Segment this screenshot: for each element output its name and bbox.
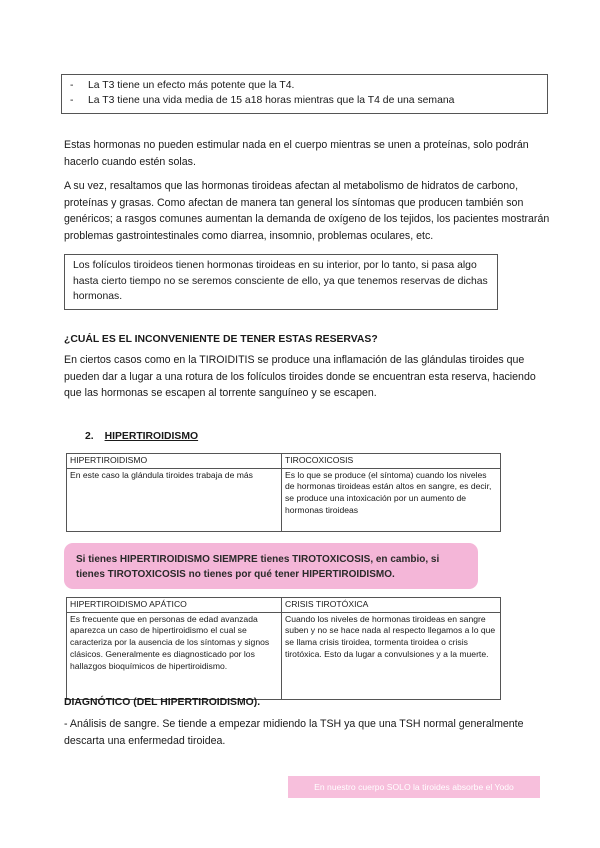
table-row	[67, 468, 501, 531]
bullet-marker: -	[70, 80, 74, 91]
table-cell: Cuando los niveles de hormonas tiroideas en sangre suben y no se hace nada al respecto llegamos a lo que se llama crisis tiroidea, tormenta tiroidea o crisis tirotóxica. Esto da lugar a convulsiones y a la muerte.	[282, 612, 501, 699]
table-header-row	[67, 598, 501, 613]
table-header-cell: HIPERTIROIDISMO APÁTICO	[67, 598, 282, 613]
table-header-cell: HIPERTIROIDISMO	[67, 454, 282, 469]
paragraph-blood-test: - Análisis de sangre. Se tiende a empezar midiendo la TSH ya que una TSH normal generalmente descarta una enfermedad tiroidea.	[64, 718, 524, 747]
section-title: HIPERTIROIDISMO	[104, 431, 199, 442]
table-header-cell: CRISIS TIROTÓXICA	[282, 598, 501, 613]
bullet-text: La T3 tiene una vida media de 15 a18 horas mientras que la T4 de una semana	[88, 95, 455, 106]
paragraph-thyroiditis: En ciertos casos como en la TIROIDITIS se produce una inflamación de las glándulas tiroides que pueden dar a lugar a una rotura de los folículos tiroides donde se encuentran esta reserva, haciendo que las hormonas se escapen al torrente sanguíneo y se escapen.	[64, 354, 536, 399]
table-header-row	[67, 454, 501, 469]
table-row	[67, 612, 501, 699]
table-cell: Es lo que se produce (el síntoma) cuando los niveles de hormonas tiroideas están altos en sangre, es decir, se produce una intoxicación por un aumento de hormonas tiroideas	[282, 468, 501, 531]
diagnostic-heading: DIAGNÓTICO (DEL HIPERTIROIDISMO).	[64, 697, 261, 708]
highlight-note: Si tienes HIPERTIROIDISMO SIEMPRE tienes TIROTOXICOSIS, en cambio, si tienes TIROTOXICOSIS no tienes por qué tener HIPERTIROIDISMO.	[64, 543, 478, 589]
reserve-note-text: Los folículos tiroideos tienen hormonas tiroideas en su interior, por lo tanto, si pasa algo hasta cierto tiempo no se seremos consciente de ello, ya que tenemos reservas de dichas hormonas.	[73, 260, 488, 303]
table-cell: En este caso la glándula tiroides trabaja de más	[67, 468, 282, 531]
bullet-marker: -	[70, 95, 74, 106]
question-heading: ¿CUÁL ES EL INCONVENIENTE DE TENER ESTAS RESERVAS?	[64, 334, 378, 345]
bullet-box	[61, 74, 548, 114]
table-header-cell: TIROCOXICOSIS	[282, 454, 501, 469]
reserve-note-box	[64, 254, 498, 310]
hyperthyroidism-table	[66, 453, 501, 532]
bullet-text: La T3 tiene un efecto más potente que la T4.	[88, 80, 295, 91]
paragraph-metabolism: A su vez, resaltamos que las hormonas tiroideas afectan al metabolismo de hidratos de carbono, proteínas y grasas. Como afectan de manera tan general los síntomas que producen también son genéricos; a rasgos comunes aumentan la demanda de oxígeno de los tejidos, los pacientes mostrarán problemas gastrointestinales como diarrea, insomnio, problemas oculares, etc.	[64, 180, 550, 242]
paragraph-hormones-bound: Estas hormonas no pueden estimular nada en el cuerpo mientras se unen a proteínas, solo podrán hacerlo cuando estén solas.	[64, 139, 529, 168]
footer-highlight-note: En nuestro cuerpo SOLO la tiroides absorbe el Yodo	[288, 776, 540, 798]
table-cell: Es frecuente que en personas de edad avanzada aparezca un caso de hipertiroidismo el cual se caracteriza por la ausencia de los síntomas y signos clásicos. Generalmente es diagnosticado por los hallazgos bioquímicos de hipertiroidismo.	[67, 612, 282, 699]
section-heading	[85, 431, 198, 442]
hyperthyroid-types-table	[66, 597, 501, 700]
bullet-item	[70, 93, 539, 108]
section-number: 2.	[85, 431, 94, 442]
bullet-item	[70, 78, 539, 93]
